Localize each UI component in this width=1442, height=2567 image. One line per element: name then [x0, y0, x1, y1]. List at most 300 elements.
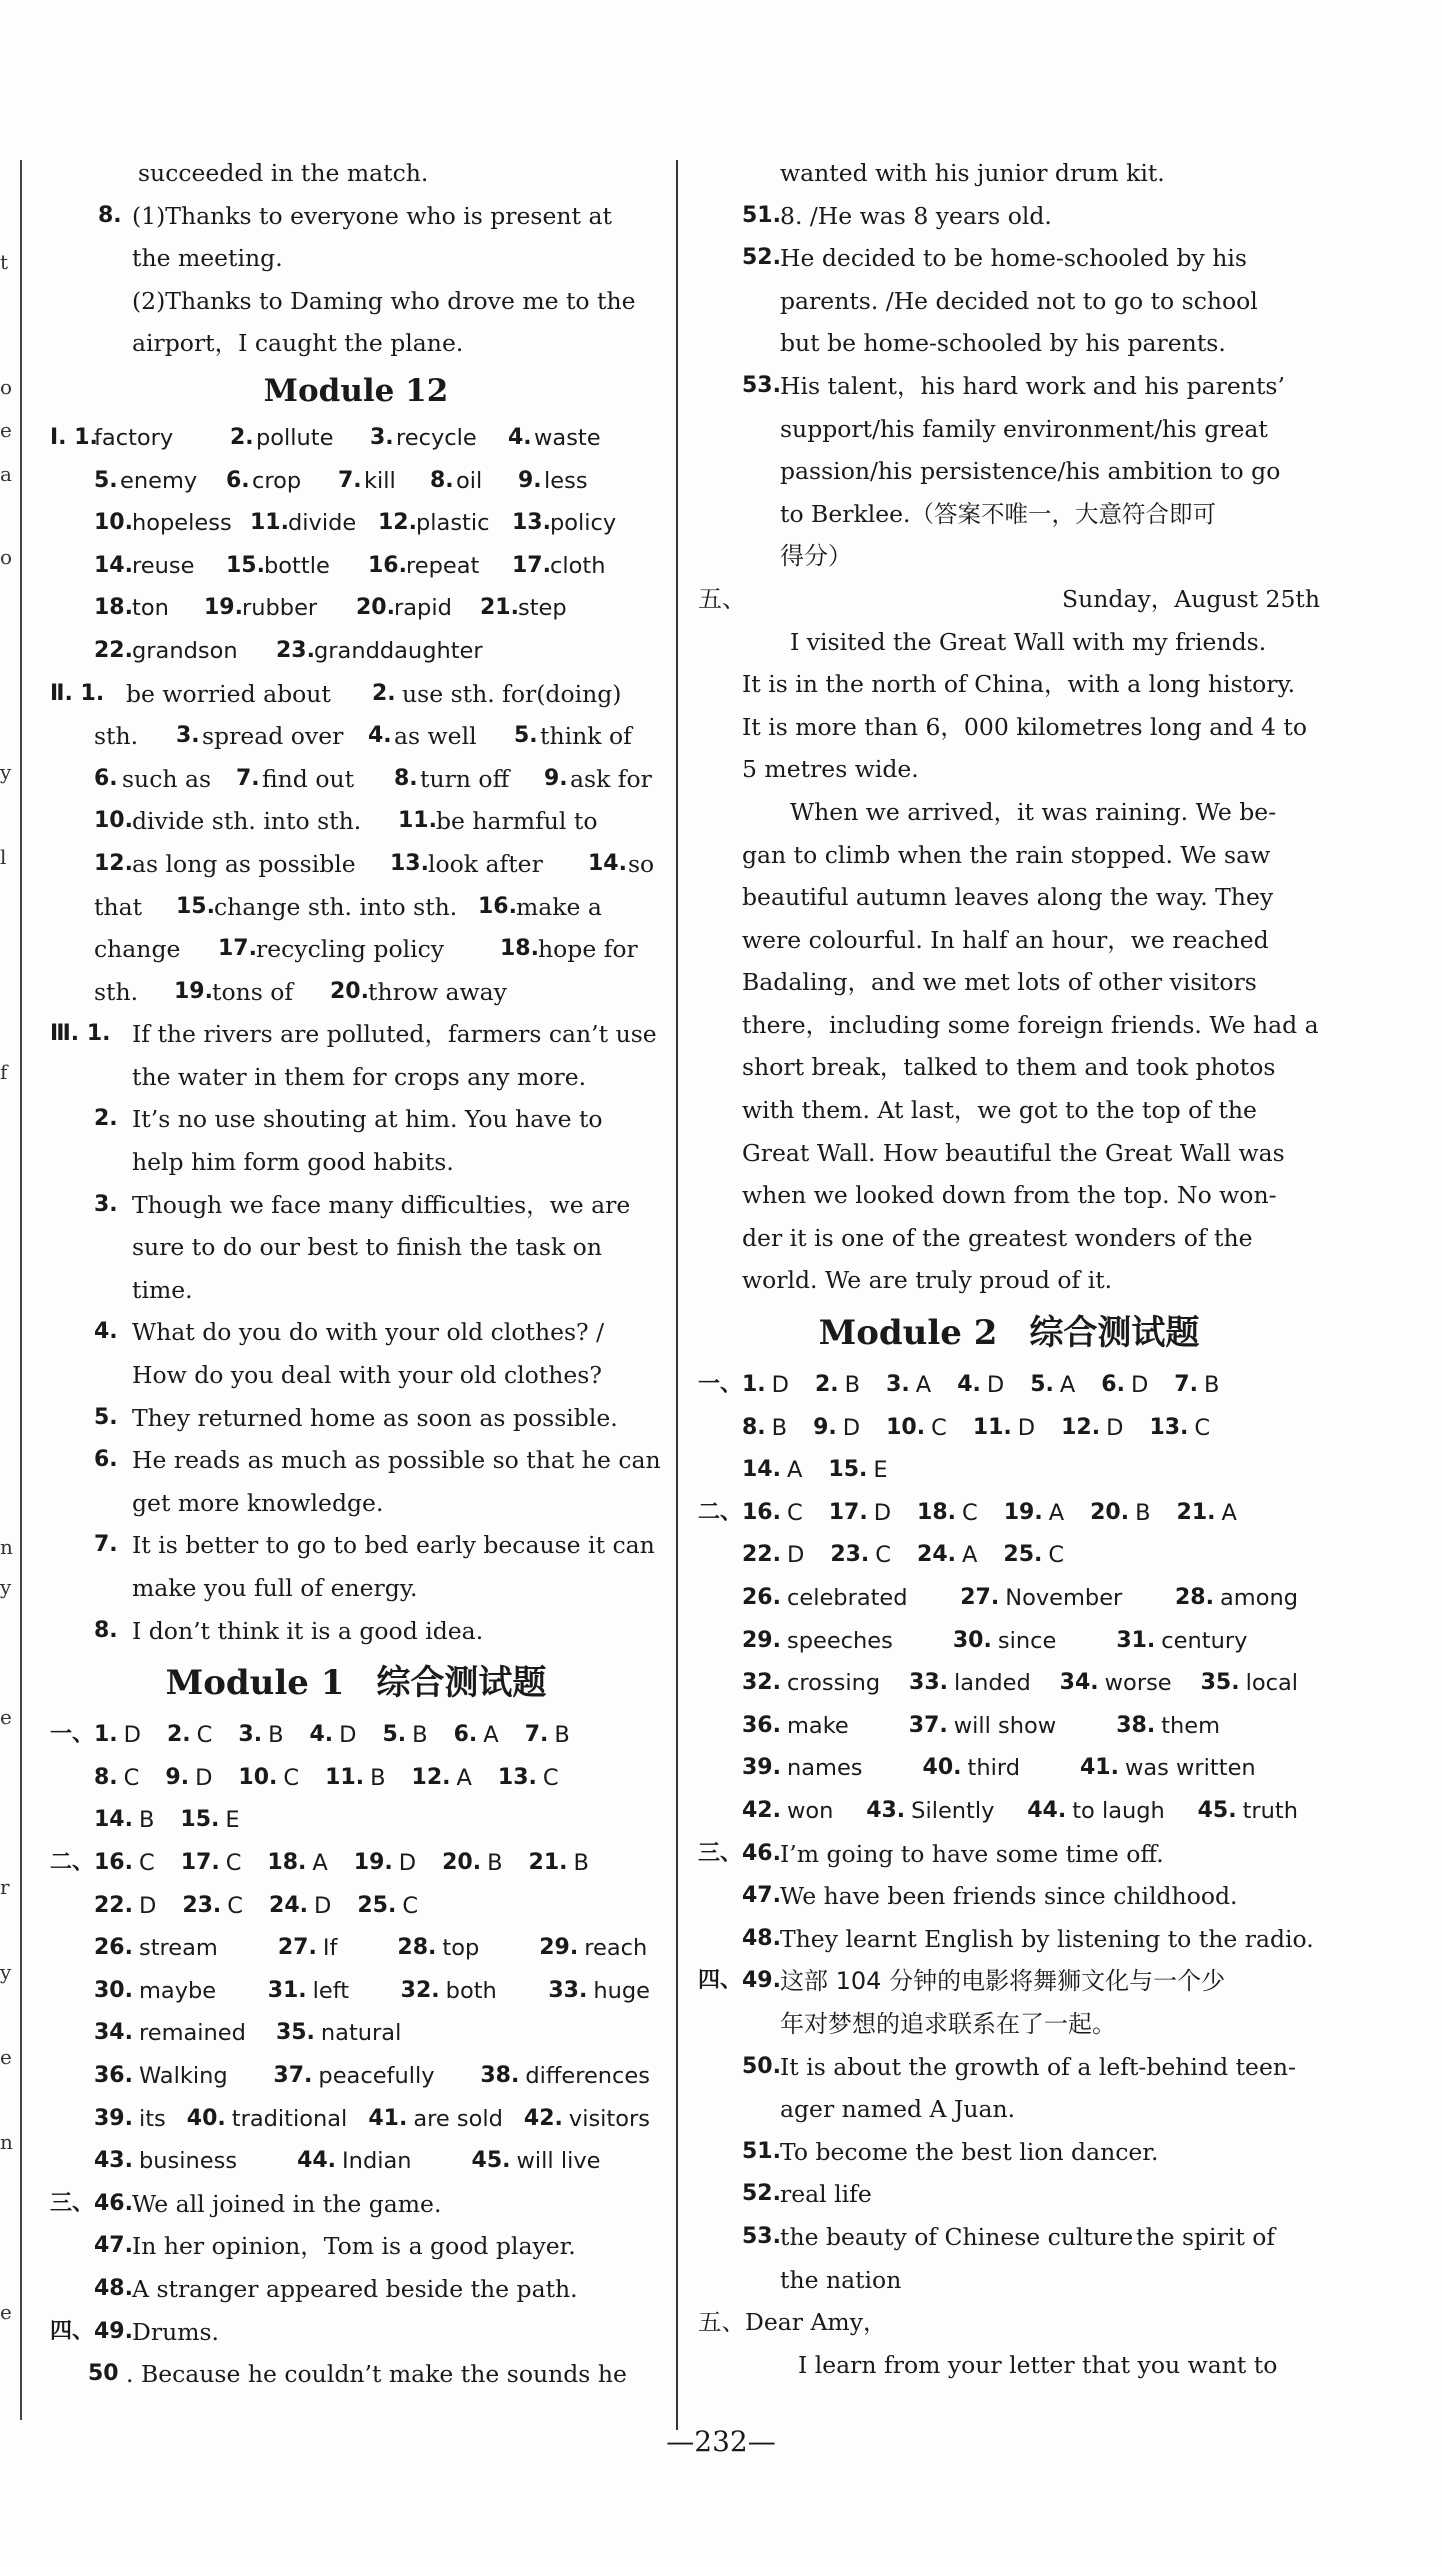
answer-value: D: [123, 1722, 141, 1749]
answer-value: C: [542, 1764, 559, 1791]
answer-number: 12.: [411, 1764, 451, 1790]
answer-value: B: [554, 1722, 570, 1749]
answer-row: 6. such as 7. find out 8. turn off 9. ask for: [94, 764, 652, 793]
answer-row: Ⅲ. 1. If the rivers are polluted，farmers can’t use: [50, 1020, 657, 1049]
answer-row: 47. In her opinion，Tom is a good player.: [94, 2232, 576, 2261]
answer-row: 四、49. 这部 104 分钟的电影将舞狮文化与一个少: [698, 1967, 1226, 1996]
answer-number: 38.: [480, 2062, 520, 2088]
answer-number: 22.: [94, 1892, 133, 1918]
answer-number: 28.: [397, 1935, 437, 1961]
answer-row: 51. To become the best lion dancer.: [742, 2137, 1159, 2166]
answer-value: A: [962, 1542, 978, 1569]
answer-value: B: [1203, 1372, 1220, 1399]
answer-value: will show: [953, 1712, 1057, 1739]
answer-value: C: [225, 1849, 242, 1876]
answer-value: its: [138, 2105, 166, 2132]
answer-number: 17.: [828, 1499, 868, 1525]
margin-rule: [20, 160, 22, 2420]
answer-value: C: [196, 1722, 213, 1749]
answer-value: B: [1135, 1499, 1151, 1526]
answer-value: remained: [138, 2020, 246, 2047]
answer-number: 5.: [382, 1722, 407, 1748]
answer-value: crossing: [786, 1670, 881, 1697]
answer-value: Silently: [911, 1797, 995, 1824]
answer-value: A: [915, 1372, 932, 1399]
answer-number: 41.: [1079, 1755, 1119, 1781]
answer-number: 6.: [1101, 1372, 1125, 1398]
answer-number: 27.: [277, 1935, 317, 1961]
answer-row: [50, 1757, 662, 1800]
answer-row: 5. enemy 6. crop 7. kill 8. oil 9. less: [94, 467, 588, 494]
answer-number: 25.: [357, 1892, 397, 1918]
answer-row: How do you deal with your old clothes?: [132, 1361, 602, 1390]
answer-number: 34.: [1059, 1670, 1099, 1696]
answer-row: 3. Though we face many difficulties，we are: [94, 1190, 631, 1219]
margin-letter: t: [0, 250, 9, 274]
answer-number: 26.: [94, 1935, 133, 1961]
answer-value: D: [842, 1414, 861, 1441]
answer-number: 29.: [742, 1627, 781, 1653]
text-line: (2)Thanks to Daming who drove me to the: [132, 286, 636, 315]
answer-row: passion/his persistence/his ambition to go: [780, 457, 1281, 486]
answer-row: sth. 19. tons of 20. throw away: [94, 977, 507, 1006]
answer-number: 11.: [325, 1764, 365, 1790]
answer-row: [698, 1449, 1320, 1492]
answer-value: won: [786, 1797, 834, 1824]
answer-value: to laugh: [1072, 1797, 1165, 1824]
answer-number: 22.: [742, 1542, 781, 1568]
answer-number: 30.: [952, 1627, 992, 1653]
answer-row: [698, 1620, 1320, 1663]
page-number: —232—: [666, 2425, 776, 2458]
answer-number: 8.: [742, 1414, 766, 1440]
answer-row: 53. His talent，his hard work and his parents’: [742, 371, 1285, 400]
answer-value: century: [1161, 1627, 1248, 1654]
answer-value: D: [314, 1892, 332, 1919]
answer-number: 35.: [275, 2020, 315, 2046]
essay-line: I learn from your letter that you want to: [798, 2350, 1278, 2379]
answer-row: 6. He reads as much as possible so that he can: [94, 1446, 661, 1475]
answer-number: 23.: [830, 1542, 870, 1568]
answer-row: [698, 1492, 1320, 1535]
answer-row: 51. 8. /He was 8 years old.: [742, 201, 1052, 230]
text-line: 8. (1)Thanks to everyone who is present at: [98, 201, 612, 230]
answer-row: that 15. change sth. into sth. 16. make a: [94, 892, 602, 921]
answer-number: 37.: [908, 1712, 948, 1738]
answer-value: A: [1048, 1499, 1065, 1526]
answer-number: 24.: [269, 1892, 308, 1918]
answer-row: Ⅰ. 1. factory 2. pollute 3. recycle 4. waste: [50, 424, 601, 451]
answer-row: to Berklee.（答案不唯一，大意符合即可: [780, 499, 1217, 528]
answer-number: 18.: [917, 1499, 956, 1525]
essay-line: there，including some foreign friends. We had a: [742, 1010, 1319, 1039]
answer-value: was written: [1124, 1755, 1256, 1782]
answer-value: local: [1245, 1670, 1298, 1697]
answer-value: C: [123, 1764, 140, 1791]
essay-line: were colourful. In half an hour，we reached: [742, 925, 1269, 954]
answer-value: names: [786, 1755, 863, 1782]
answer-row: the nation: [780, 2265, 902, 2294]
essay-line: Badaling，and we met lots of other visitors: [742, 968, 1257, 997]
answer-number: 9.: [165, 1764, 190, 1790]
answer-row: change 17. recycling policy 18. hope for: [94, 935, 638, 964]
answer-number: 40.: [186, 2105, 226, 2131]
answer-row: [50, 2140, 662, 2183]
margin-letter: y: [0, 1575, 12, 1599]
answer-value: D: [786, 1542, 805, 1569]
margin-letter: e: [0, 2045, 12, 2069]
answer-row: support/his family environment/his great: [780, 414, 1268, 443]
answer-number: 32.: [400, 1977, 440, 2003]
answer-row: 得分）: [780, 542, 852, 571]
answer-row: [50, 1714, 662, 1757]
margin-letter: f: [0, 1060, 8, 1084]
answer-value: top: [442, 1935, 480, 1962]
answer-number: 44.: [1027, 1797, 1067, 1823]
answer-number: 7.: [524, 1722, 549, 1748]
essay-line: beautiful autumn leaves along the way. They: [742, 883, 1274, 912]
answer-row: [50, 2012, 662, 2055]
column-divider: [676, 160, 678, 2430]
essay-header: 五、 Sunday，August 25th: [698, 584, 1320, 613]
answer-row: 22. grandson 23. granddaughter: [94, 637, 483, 664]
answer-value: visitors: [568, 2105, 650, 2132]
answer-number: 11.: [972, 1414, 1012, 1440]
answer-number: 3.: [886, 1372, 910, 1398]
answer-number: 15.: [828, 1457, 868, 1483]
essay-line: When we arrived，it was raining. We be-: [790, 797, 1277, 826]
answer-value: D: [771, 1372, 789, 1399]
answer-value: stream: [138, 1935, 218, 1962]
answer-value: If: [322, 1935, 338, 1962]
text-line: airport，I caught the plane.: [132, 329, 464, 358]
answer-value: differences: [525, 2062, 650, 2089]
answer-number: 27.: [960, 1585, 1000, 1610]
margin-letter: a: [0, 462, 12, 486]
answer-number: 36.: [94, 2062, 133, 2088]
answer-number: 28.: [1175, 1585, 1214, 1610]
margin-letter: l: [0, 845, 7, 869]
answer-row: 三、46. We all joined in the game.: [50, 2189, 442, 2218]
answer-value: reach: [584, 1935, 648, 1962]
answer-number: 30.: [94, 1977, 133, 2003]
answer-row: help him form good habits.: [132, 1148, 454, 1177]
answer-value: C: [875, 1542, 892, 1569]
answer-number: 12.: [1061, 1414, 1101, 1440]
left-column: [50, 152, 662, 2396]
answer-value: A: [456, 1764, 472, 1791]
answer-row: sure to do our best to finish the task on: [132, 1233, 602, 1262]
answer-value: A: [312, 1849, 328, 1876]
answer-row: 52. real life: [742, 2180, 872, 2209]
answer-row: [698, 1577, 1320, 1620]
answer-value: both: [445, 1977, 497, 2004]
essay-line: short break，talked to them and took photos: [742, 1053, 1276, 1082]
answer-value: A: [1221, 1499, 1237, 1526]
answer-value: worse: [1104, 1670, 1172, 1697]
answer-number: 20.: [1090, 1499, 1130, 1525]
answer-value: D: [138, 1892, 157, 1919]
answer-number: 43.: [866, 1797, 906, 1823]
answer-row: but be home-schooled by his parents.: [780, 329, 1226, 358]
answer-number: 24.: [917, 1542, 956, 1568]
answer-value: D: [195, 1764, 213, 1791]
answer-row: 12. as long as possible 13. look after 14. so: [94, 849, 655, 878]
answer-number: 2.: [815, 1372, 839, 1398]
answer-value: B: [138, 1807, 155, 1834]
section-heading: Module 12: [263, 372, 449, 409]
answer-number: 39.: [94, 2105, 133, 2131]
margin-letter: y: [0, 760, 12, 784]
answer-number: 4.: [309, 1722, 334, 1748]
answer-number: 34.: [94, 2020, 133, 2046]
answer-value: natural: [320, 2020, 402, 2047]
answer-value: celebrated: [786, 1585, 908, 1611]
answer-value: D: [1130, 1372, 1149, 1399]
answer-number: 一、1.: [50, 1722, 118, 1748]
answer-row: 50 . Because he couldn’t make the sounds he: [88, 2360, 627, 2389]
answer-number: 9.: [813, 1414, 837, 1440]
answer-number: 13.: [497, 1764, 537, 1790]
answer-number: 25.: [1003, 1542, 1043, 1568]
answer-row: get more knowledge.: [132, 1488, 384, 1517]
answer-number: 41.: [368, 2105, 408, 2131]
answer-value: D: [339, 1722, 357, 1749]
answer-value: third: [967, 1755, 1020, 1782]
answer-value: B: [844, 1372, 861, 1399]
answer-row: Ⅱ. 1. be worried about 2. use sth. for(doing): [50, 679, 622, 708]
answer-row: 47. We have been friends since childhood.: [742, 1882, 1238, 1911]
essay-line: der it is one of the greatest wonders of the: [742, 1223, 1253, 1252]
answer-value: C: [1194, 1414, 1211, 1441]
answer-value: D: [398, 1849, 417, 1876]
answer-value: C: [283, 1764, 300, 1791]
answer-number: 5.: [1030, 1372, 1054, 1398]
answer-number: 14.: [742, 1457, 781, 1483]
answer-number: 44.: [297, 2148, 337, 2174]
answer-value: huge: [593, 1977, 650, 2004]
margin-letter: n: [0, 1535, 13, 1559]
answer-value: among: [1219, 1585, 1298, 1611]
answer-row: 18. ton 19. rubber 20. rapid 21. step: [94, 595, 567, 622]
answer-value: C: [227, 1892, 244, 1919]
answer-number: 10.: [238, 1764, 278, 1790]
answer-row: 7. It is better to go to bed early because it can: [94, 1531, 655, 1560]
answer-row: 52. He decided to be home-schooled by his: [742, 244, 1247, 273]
answer-number: 42.: [523, 2105, 563, 2131]
answer-row: sth. 3. spread over 4. as well 5. think of: [94, 722, 632, 751]
answer-number: 20.: [442, 1849, 482, 1875]
answer-value: make: [786, 1712, 849, 1739]
answer-row: [50, 1842, 662, 1885]
answer-number: 一、1.: [698, 1372, 766, 1398]
answer-number: 7.: [1174, 1372, 1198, 1398]
answer-value: B: [573, 1849, 589, 1876]
answer-value: C: [138, 1849, 155, 1876]
answer-value: C: [402, 1892, 419, 1919]
answer-number: 31.: [267, 1977, 307, 2003]
answer-row: ager named A Juan.: [780, 2095, 1016, 2124]
answer-row: 2. It’s no use shouting at him. You have to: [94, 1105, 603, 1134]
answer-row: 4. What do you do with your old clothes? /: [94, 1318, 605, 1347]
text-line: succeeded in the match.: [138, 159, 429, 187]
answer-row: 50. It is about the growth of a left-behind teen-: [742, 2052, 1296, 2081]
answer-row: 14. reuse 15. bottle 16. repeat 17. cloth: [94, 552, 606, 579]
answer-row: the water in them for crops any more.: [132, 1062, 587, 1091]
answer-number: 23.: [182, 1892, 222, 1918]
answer-value: landed: [954, 1670, 1031, 1697]
answer-number: 26.: [742, 1585, 781, 1610]
section-heading: Module 1 综合测试题: [165, 1663, 547, 1704]
essay-line: It is in the north of China，with a long history.: [742, 670, 1296, 699]
answer-value: B: [370, 1764, 386, 1791]
answer-value: will live: [516, 2148, 601, 2175]
text-line: the meeting.: [132, 244, 283, 273]
answer-value: C: [962, 1499, 978, 1526]
answer-row: [698, 1364, 1320, 1407]
essay-line: Great Wall. How beautiful the Great Wall was: [742, 1138, 1285, 1167]
answer-value: E: [225, 1807, 240, 1834]
answer-row: make you full of energy.: [132, 1574, 418, 1602]
answer-number: 13.: [1149, 1414, 1189, 1440]
answer-number: 32.: [742, 1670, 781, 1696]
section-heading: Module 2 综合测试题: [818, 1313, 1200, 1354]
answer-number: 二、16.: [50, 1849, 133, 1875]
answer-value: since: [997, 1627, 1057, 1654]
answer-value: are sold: [413, 2105, 503, 2132]
essay-line: It is more than 6，000 kilometres long and 4 to: [742, 712, 1307, 741]
answer-value: E: [873, 1457, 888, 1484]
answer-number: 10.: [886, 1414, 926, 1440]
answer-row: [698, 1790, 1320, 1833]
answer-number: 二、16.: [698, 1499, 781, 1525]
right-column: [698, 152, 1320, 2386]
answer-value: D: [873, 1499, 892, 1526]
answer-row: [50, 1799, 662, 1842]
answer-row: [698, 1407, 1320, 1450]
answer-value: truth: [1242, 1797, 1298, 1824]
answer-number: 8.: [94, 1764, 118, 1790]
answer-row: 48. They learnt English by listening to the radio.: [742, 1924, 1314, 1953]
answer-value: B: [771, 1414, 788, 1441]
answer-row: 10. divide sth. into sth. 11. be harmful to: [94, 807, 598, 836]
answer-value: D: [1017, 1414, 1036, 1441]
answer-value: A: [786, 1457, 803, 1484]
answer-value: A: [483, 1722, 499, 1749]
answer-number: 45.: [471, 2148, 511, 2174]
answer-value: Walking: [138, 2062, 228, 2089]
answer-row: [698, 1534, 1320, 1577]
essay-line: 5 metres wide.: [742, 755, 919, 784]
answer-number: 3.: [238, 1722, 263, 1748]
answer-value: C: [786, 1499, 803, 1526]
answer-value: D: [1106, 1414, 1124, 1441]
answer-value: Indian: [342, 2148, 412, 2175]
answer-row: 四、49. Drums.: [50, 2317, 220, 2346]
answer-row: time.: [132, 1275, 193, 1304]
answer-value: peacefully: [318, 2062, 435, 2089]
answer-value: maybe: [138, 1977, 217, 2004]
answer-number: 19.: [353, 1849, 393, 1875]
margin-letter: e: [0, 2300, 12, 2324]
answer-number: 21.: [1176, 1499, 1216, 1525]
answer-row: 10. hopeless 11. divide 12. plastic 13. policy: [94, 510, 617, 537]
answer-row: [50, 1927, 662, 1970]
margin-letter: o: [0, 375, 13, 399]
answer-number: 37.: [273, 2062, 313, 2088]
answer-row: [698, 1705, 1320, 1748]
essay-line: when we looked down from the top. No won-: [742, 1181, 1277, 1210]
answer-row: 53. the beauty of Chinese culture the spirit of: [742, 2222, 1276, 2251]
answer-value: B: [268, 1722, 284, 1749]
answer-value: B: [487, 1849, 503, 1876]
answer-number: 42.: [742, 1797, 781, 1823]
answer-number: 39.: [742, 1755, 781, 1781]
answer-number: 15.: [180, 1807, 220, 1833]
answer-value: D: [986, 1372, 1005, 1399]
margin-letter: e: [0, 1705, 12, 1729]
answer-number: 43.: [94, 2148, 133, 2174]
answer-number: 4.: [957, 1372, 981, 1398]
answer-number: 40.: [922, 1755, 962, 1781]
margin-letter: n: [0, 2130, 13, 2154]
answer-row: 三、46. I’m going to have some time off.: [698, 1839, 1164, 1868]
essay-line: gan to climb when the rain stopped. We saw: [742, 840, 1271, 869]
answer-number: 17.: [180, 1849, 220, 1875]
answer-number: 18.: [267, 1849, 307, 1875]
answer-number: 31.: [1116, 1627, 1156, 1653]
answer-number: 45.: [1197, 1797, 1237, 1823]
answer-row: 年对梦想的追求联系在了一起。: [780, 2009, 1116, 2038]
answer-number: 19.: [1003, 1499, 1043, 1525]
essay-line: I visited the Great Wall with my friends.: [790, 627, 1267, 656]
answer-row: [50, 1970, 662, 2013]
answer-number: 36.: [742, 1712, 781, 1738]
answer-number: 38.: [1116, 1712, 1156, 1738]
answer-value: business: [138, 2148, 238, 2175]
answer-row: 5. They returned home as soon as possible.: [94, 1403, 618, 1432]
text-line: wanted with his junior drum kit.: [780, 159, 1165, 187]
answer-row: parents. /He decided not to go to school: [780, 286, 1258, 315]
essay-line: world. We are truly proud of it.: [742, 1266, 1113, 1295]
margin-letter: y: [0, 1960, 12, 1984]
answer-number: 2.: [167, 1722, 191, 1748]
answer-number: 33.: [909, 1670, 949, 1696]
answer-row: [50, 1885, 662, 1928]
answer-row: [698, 1747, 1320, 1790]
answer-row: [50, 2055, 662, 2098]
margin-letter: o: [0, 545, 13, 569]
answer-value: B: [412, 1722, 428, 1749]
answer-value: November: [1005, 1585, 1123, 1611]
answer-value: speeches: [786, 1627, 893, 1654]
answer-number: 35.: [1200, 1670, 1240, 1696]
answer-row: [50, 2098, 662, 2141]
answer-number: 14.: [94, 1807, 133, 1833]
answer-value: C: [1048, 1542, 1065, 1569]
answer-value: C: [931, 1414, 947, 1441]
answer-number: 21.: [528, 1849, 568, 1875]
answer-row: 48. A stranger appeared beside the path.: [94, 2274, 578, 2303]
answer-row: 8. I don’t think it is a good idea.: [94, 1616, 484, 1645]
essay-line: with them. At last，we got to the top of the: [742, 1096, 1257, 1125]
margin-letter: r: [0, 1875, 10, 1899]
answer-number: 6.: [453, 1722, 478, 1748]
answer-row: 五、Dear Amy，: [698, 2308, 887, 2337]
answer-number: 33.: [548, 1977, 588, 2003]
answer-value: A: [1059, 1372, 1076, 1399]
margin-letter: e: [0, 418, 12, 442]
